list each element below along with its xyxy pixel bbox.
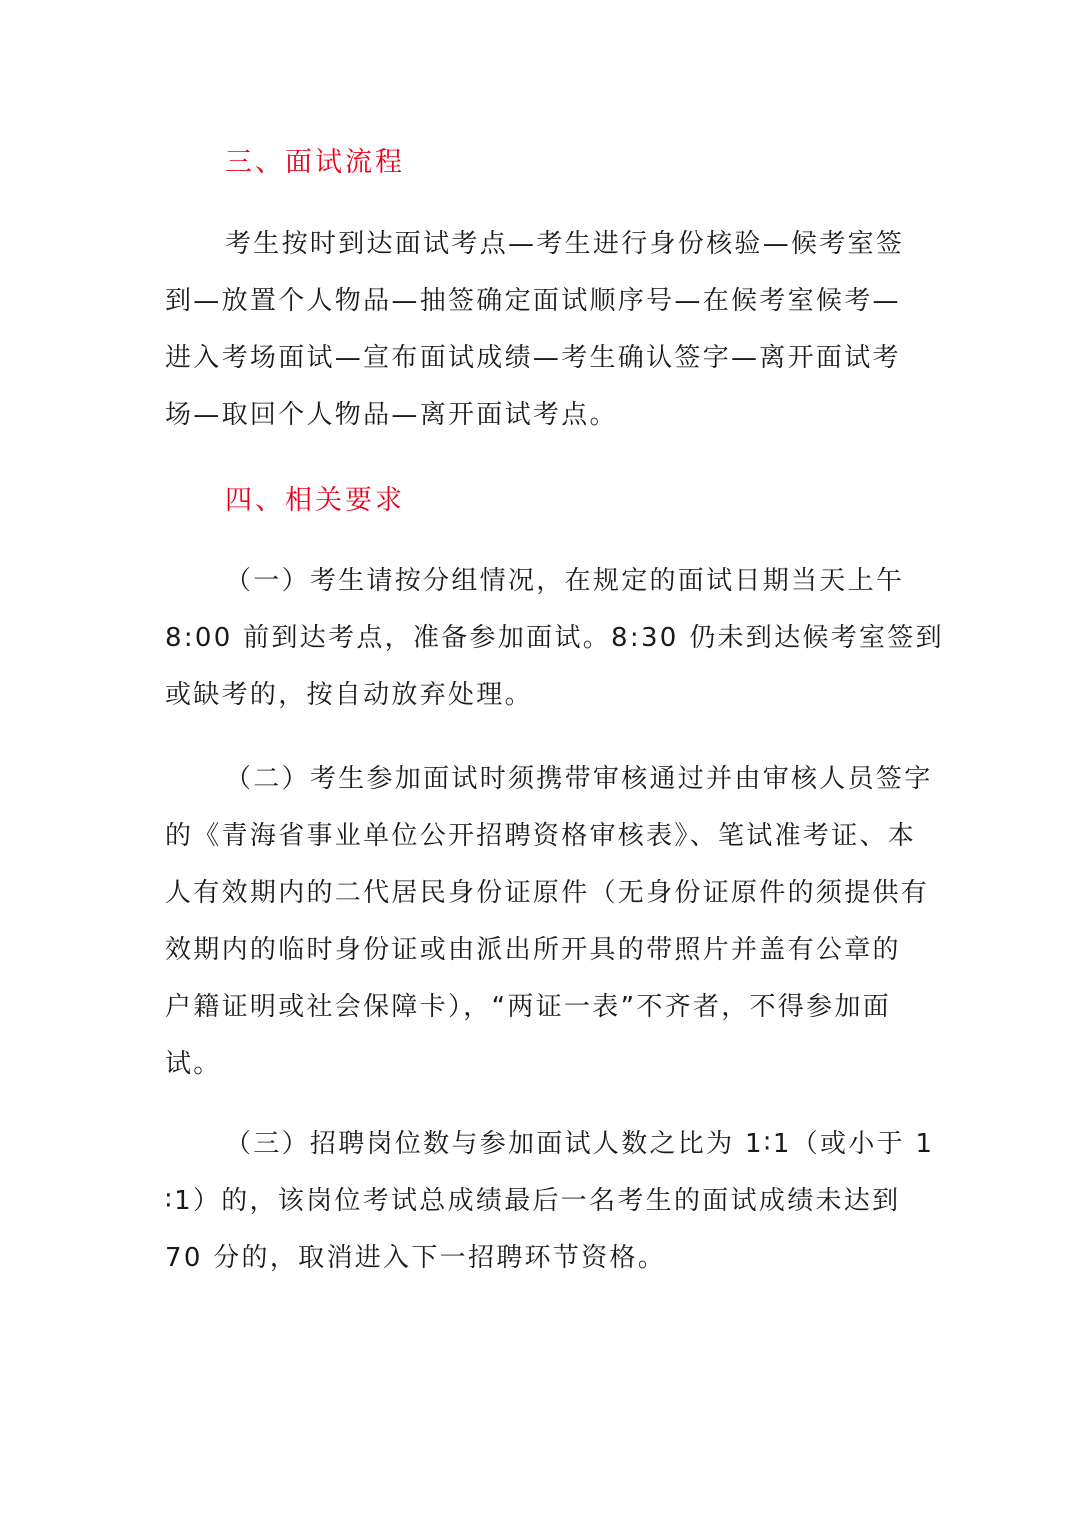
paragraph-interview-process xyxy=(165,216,925,444)
paragraph-requirement-1 xyxy=(165,553,944,724)
paragraph-requirement-3 xyxy=(165,1116,935,1287)
text-line: 考生按时到达面试考点—考生进行身份核验—候考室签 xyxy=(225,229,905,259)
section-heading-requirements: 四、相关要求 xyxy=(225,485,405,516)
text-line: （一）考生请按分组情况，在规定的面试日期当天上午 xyxy=(225,566,905,596)
text-line: 试。 xyxy=(165,1049,222,1079)
text-line: 效期内的临时身份证或由派出所开具的带照片并盖有公章的 xyxy=(165,935,901,965)
text-line: 场—取回个人物品—离开面试考点。 xyxy=(165,400,618,430)
text-line: 到—放置个人物品—抽签确定面试顺序号—在候考室候考— xyxy=(165,286,901,316)
text-line: （三）招聘岗位数与参加面试人数之比为 1∶1（或小于 1 xyxy=(225,1129,935,1159)
paragraph-requirement-2 xyxy=(165,751,933,1093)
text-line: 的《青海省事业单位公开招聘资格审核表》、笔试准考证、本 xyxy=(165,821,917,851)
text-line: ∶1）的，该岗位考试总成绩最后一名考生的面试成绩未达到 xyxy=(165,1186,901,1216)
text-line: 人有效期内的二代居民身份证原件（无身份证原件的须提供有 xyxy=(165,878,930,908)
text-line: 户籍证明或社会保障卡），“两证一表”不齐者，不得参加面 xyxy=(165,992,892,1022)
text-line: 进入考场面试—宣布面试成绩—考生确认签字—离开面试考 xyxy=(165,343,901,373)
text-line: 8:00 前到达考点，准备参加面试。8:30 仍未到达候考室签到 xyxy=(165,623,944,653)
text-line: 70 分的，取消进入下一招聘环节资格。 xyxy=(165,1243,667,1273)
text-line: 或缺考的，按自动放弃处理。 xyxy=(165,680,533,710)
text-line: （二）考生参加面试时须携带审核通过并由审核人员签字 xyxy=(225,764,933,794)
section-heading-interview-process: 三、面试流程 xyxy=(225,147,405,178)
